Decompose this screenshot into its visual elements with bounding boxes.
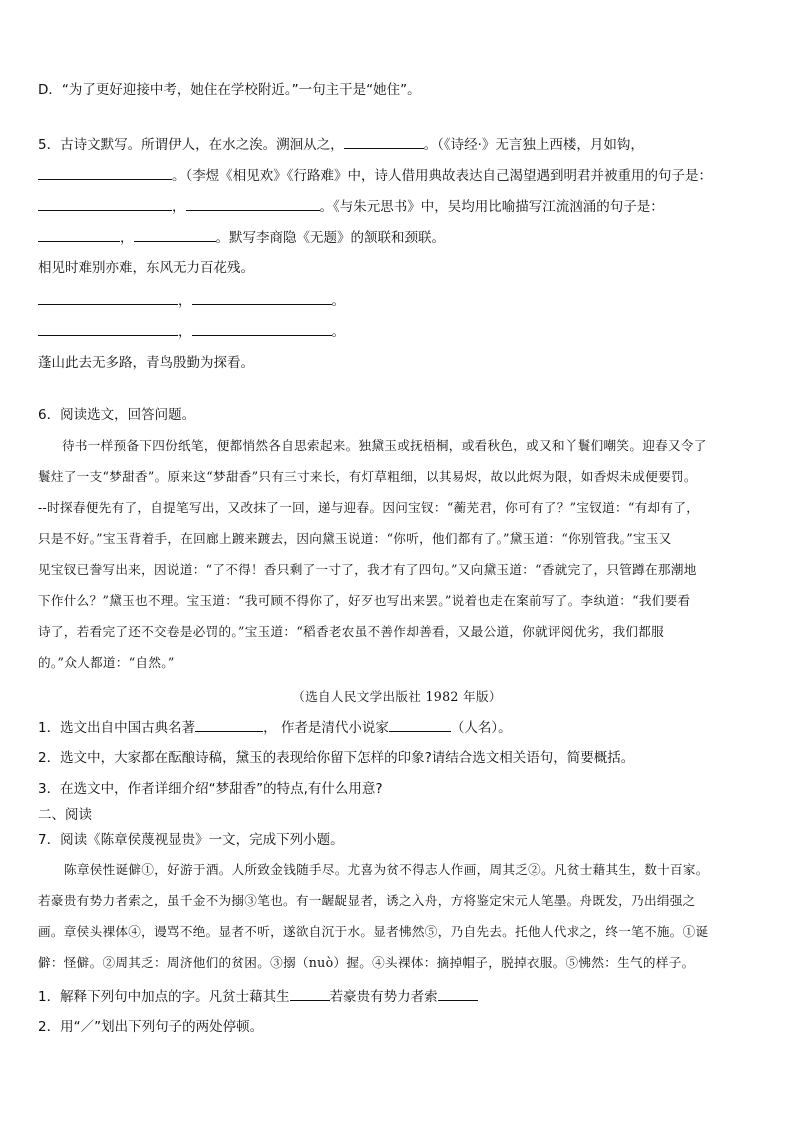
answer-blank[interactable] [290, 986, 330, 1001]
q7-sub1-text: 1．解释下列句中加点的字。凡贫士藉其生 [38, 989, 290, 1005]
q5-text: 。（李煜《相见欢》《行路难》中，诗人借用典故表达自己渴望遇到明君并被重用的句子是： [172, 168, 712, 184]
q5-comma: ， [178, 293, 192, 309]
q5-period: 。 [331, 324, 345, 340]
q7-title: 7．阅读《陈章侯蔑视显贵》一文，完成下列小题。 [38, 832, 344, 848]
q6-source: （选自人民文学出版社 1982 年版） [292, 689, 502, 704]
q5-comma: ， [178, 324, 192, 340]
answer-blank[interactable] [38, 227, 120, 242]
q7-sub2: 2．用“／”划出下列句子的两处停顿。 [38, 1019, 264, 1035]
q5-poem-line1: 相见时难别亦难，东风无力百花残。 [38, 260, 254, 276]
answer-blank[interactable] [195, 717, 263, 732]
q7-passage-line: 画。章侯头裸体④，谩骂不绝。显者不听，遂欲自沉于水。显者怫然⑤，乃自先去。托他人代求之，终一笔不施。①诞 [38, 924, 709, 939]
q5-line2 [38, 165, 712, 186]
option-d: D．“为了更好迎接中考，她住在学校附近。”一句主干是“她住”。 [38, 82, 421, 98]
q6-sub1-text: （人名）。 [450, 720, 512, 736]
answer-blank[interactable] [192, 290, 332, 305]
answer-blank[interactable] [438, 986, 478, 1001]
q6-passage-line: 诗了，若看完了还不交卷是必罚的。”宝玉道：“稻香老农虽不善作却善看，又最公道，你就评阅优劣，我们都服 [38, 624, 665, 639]
q5-comma: ， [120, 230, 134, 246]
q6-passage-line: --时探春便先有了，自提笔写出，又改抹了一回，递与迎春。因问宝钗：“蘅芜君，你可有了？”宝钗道：“有却有了， [38, 500, 700, 515]
q6-sub2: 2．选文中，大家都在酝酿诗稿，黛玉的表现给你留下怎样的印象?请结合选文相关语句，简要概括。 [38, 750, 635, 766]
q5-line6 [38, 290, 345, 311]
q7-sub1-text: 若豪贵有势力者索 [329, 989, 438, 1005]
section-heading: 二、阅读 [38, 807, 92, 823]
q6-passage-line: 下作什么？”黛玉也不理。宝玉道：“我可顾不得你了，好歹也写出来罢。”说着也走在案前写了。李纨道：“我们要看 [38, 593, 691, 608]
answer-blank[interactable] [38, 321, 178, 336]
answer-blank[interactable] [186, 196, 320, 211]
q6-sub3: 3．在选文中，作者详细介绍“梦甜香”的特点,有什么用意? [38, 781, 383, 797]
q6-sub1 [38, 717, 512, 738]
q7-passage-line: 僻：怪僻。②周其乏：周济他们的贫困。③搦（nuò）握。④头裸体：摘掉帽子，脱掉衣服。⑤怫然：生气的样子。 [38, 955, 695, 970]
q5-line3 [38, 196, 664, 217]
answer-blank[interactable] [38, 196, 172, 211]
q5-text: 5．古诗文默写。所谓伊人，在水之涘。溯洄从之， [38, 137, 344, 153]
q6-passage-line: 待书一样预备下四份纸笔，便都悄然各自思索起来。独黛玉或抚梧桐，或看秋色，或又和丫鬟们嘲笑。迎春又令了 [62, 438, 707, 453]
q6-sub1-text: 1．选文出自中国古典名著 [38, 720, 196, 736]
q6-passage-line: 见宝钗已誊写出来，因说道：“了不得！香只剩了一寸了，我才有了四句。”又向黛玉道：“香就完了，只管蹲在那潮地 [38, 562, 697, 577]
q5-line4 [38, 227, 445, 248]
answer-blank[interactable] [192, 321, 332, 336]
q5-line1 [38, 134, 644, 155]
answer-blank[interactable] [344, 134, 424, 149]
q6-title: 6．阅读选文，回答问题。 [38, 407, 196, 423]
q5-text: 。默写李商隐《无题》的颔联和颈联。 [215, 230, 445, 246]
q5-text: 。《与朱元思书》中，吴均用比喻描写江流汹涌的句子是： [319, 199, 664, 215]
answer-blank[interactable] [389, 717, 451, 732]
q7-sub1 [38, 986, 478, 1007]
q5-comma: ， [172, 199, 186, 215]
q5-line7 [38, 321, 345, 342]
answer-blank[interactable] [38, 165, 172, 180]
q5-period: 。 [331, 293, 345, 309]
q6-passage-line: 鬟炷了一支“梦甜香”。原来这“梦甜香”只有三寸来长，有灯草粗细，以其易烬，故以此烬为限，如香烬未成便要罚。 [38, 469, 697, 484]
q6-passage-line: 只是不好。”宝玉背着手，在回廊上踱来踱去，因向黛玉说道：“你听，他们都有了。”黛玉道：“你别管我。”宝玉又 [38, 531, 672, 546]
q5-poem-line2: 蓬山此去无多路，青鸟殷勤为探看。 [38, 355, 254, 371]
q6-sub1-text: ， 作者是清代小说家 [263, 720, 389, 736]
q7-passage-line: 陈章侯性诞僻①，好游于酒。人所致金钱随手尽。尤喜为贫不得志人作画，周其乏②。凡贫士藉其生，数十百家。 [64, 862, 709, 877]
q7-passage-line: 若豪贵有势力者索之，虽千金不为搦③笔也。有一龌龊显者，诱之入舟，方将鉴定宋元人笔墨。舟既发，乃出绢强之 [38, 893, 696, 908]
answer-blank[interactable] [134, 227, 216, 242]
q6-passage-line: 的。”众人都道：“自然。” [38, 655, 175, 670]
q5-text: 。（《诗经·》无言独上西楼，月如钩， [423, 137, 644, 153]
answer-blank[interactable] [38, 290, 178, 305]
